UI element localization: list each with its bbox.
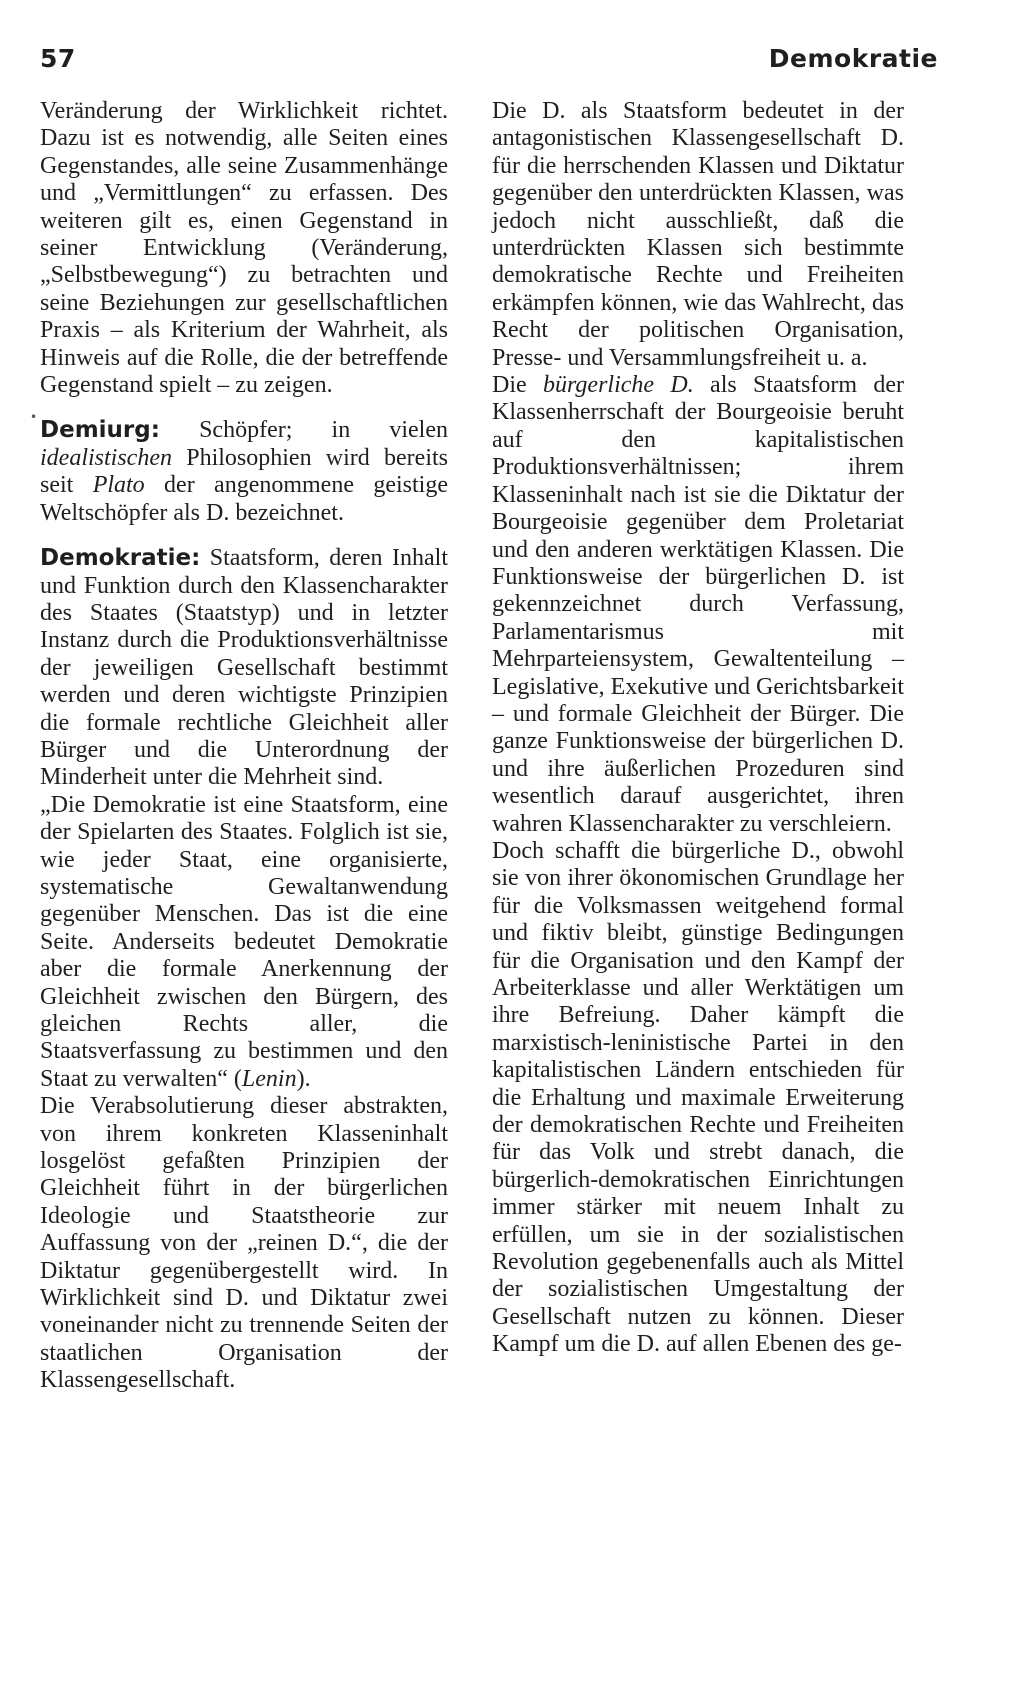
demokratie-definition: Staatsform, deren Inhalt und Funktion durch den Klassencharakter des Staates (Staatstyp) und in letzter Instanz durch die Produktionsverhältnisse der jeweiligen Gesellschaft bestimmt werden und deren wichtigste Prinzipien die formale rechtliche Gleichheit aller Bürger und die Unterordnung der Minderheit unter die Mehrheit sind. xyxy=(40,545,448,791)
demiurg-em-2: Plato xyxy=(92,472,145,499)
lenin-quote-end: ). xyxy=(296,1065,311,1092)
doch-schafft-paragraph: Doch schafft die bürgerliche D., obwohl sie von ihrer ökonomischen Grundlage her für die Volksmassen weitgehend formal und fiktiv bleibt, günstige Bedingungen für die Organisation und den Kampf der Arbeiterklasse und aller Werktätigen um ihre Befreiung. Daher kämpft die marxistisch-leninistische Partei in den kapitalistischen Ländern entschieden für die Erhaltung und maximale Erweiterung der demokratischen Rechte und Freiheiten für das Volk und strebt danach, die bürgerlich-demokratischen Einrichtungen immer stärker mit neuem Inhalt zu erfüllen, um sie in der sozialistischen Revolution gegebenenfalls auch als Mittel der sozialistischen Umgestaltung der Gesellschaft nutzen zu können. Dieser Kampf um die D. auf allen Ebenen des ge- xyxy=(492,837,904,1358)
entry-demiurg xyxy=(40,417,448,527)
demiurg-em-1: idealistischen xyxy=(40,444,172,471)
lenin-quote-text: „Die Demokratie ist eine Staatsform, eine der Spielarten des Staates. Folglich ist sie, wie jeder Staat, eine organisierte, systematische Gewaltanwendung gegenüber Menschen. Das ist die eine Seite. Anderseits bedeutet Demokratie aber die formale Anerkennung der Gleichheit zwischen den Bürgern, des gleichen Rechts aller, die Staatsverfassung zu bestimmen und den Staat zu verwalten“ ( xyxy=(40,791,448,1092)
para-2-start: Die xyxy=(492,372,543,399)
left-column xyxy=(40,98,448,1395)
para-2-rest: als Staatsform der Klassenherrschaft der Bourgeoisie beruht auf den kapitalistischen Produktionsverhältnissen; ihrem Klasseninhalt nach ist sie die Diktatur der Bourgeoisie gegenüber dem Proletariat und den anderen werktätigen Klassen. Die Funktionsweise der bürgerlichen D. ist gekennzeichnet durch Verfassung, Parlamentarismus mit Mehrparteiensystem, Gewaltenteilung – Legislative, Exekutive und Gerichtsbarkeit – und formale Gleichheit der Bürger. Die ganze Funktionsweise der bürgerlichen D. und ihre äußerlichen Prozeduren sind wesentlich darauf ausgerichtet, ihren wahren Klassencharakter zu verschleiern. xyxy=(492,372,904,837)
lenin-quote xyxy=(40,792,448,1093)
buergerliche-d-paragraph xyxy=(492,372,904,838)
demiurg-text-1: Schöpfer; in vielen xyxy=(159,417,448,444)
page-number: 57 xyxy=(40,44,76,73)
demiurg-text-3: der angenommene geistige Weltschöpfer als D. bezeichnet. xyxy=(40,472,448,526)
running-head: Demokratie xyxy=(768,44,938,73)
headword-demokratie: Demokratie: xyxy=(40,545,201,572)
entry-demokratie xyxy=(40,545,448,792)
margin-dot: • xyxy=(30,410,38,424)
lenin-quote-author: Lenin xyxy=(241,1065,297,1092)
staatsform-paragraph: Die D. als Staatsform bedeutet in der antagonistischen Klassengesellschaft D. für die herrschenden Klassen und Diktatur gegenüber den unterdrückten Klassen, was jedoch nicht ausschließt, daß die unterdrückten Klassen sich bestimmte demokratische Rechte und Freiheiten erkämpfen können, wie das Wahlrecht, das Recht der politischen Organisation, Presse- und Versammlungsfreiheit u. a. xyxy=(492,98,904,371)
right-column xyxy=(492,98,904,1359)
demiurg-text-2: Philosophien wird bereits seit xyxy=(40,444,448,499)
verabsolutierung-paragraph: Die Verabsolutierung dieser abstrakten, von ihrem konkreten Klasseninhalt losgelöst gefaßten Prinzipien der Gleichheit führt in der bürgerlichen Ideologie und Staatstheorie zur Auffassung von der „reinen D.“, die der Diktatur gegenübergestellt wird. In Wirklichkeit sind D. und Diktatur zwei voneinander nicht zu trennende Seiten der staatlichen Organisation der Klassengesellschaft. xyxy=(40,1093,448,1394)
para-2-em: bürgerliche D. xyxy=(542,372,694,399)
headword-demiurg: Demiurg: xyxy=(40,417,160,444)
continuation-paragraph: Veränderung der Wirklichkeit richtet. Dazu ist es notwendig, alle Seiten eines Gegenstandes, alle seine Zusammenhänge und „Vermittlungen“ zu erfassen. Des weiteren gilt es, einen Gegenstand in seiner Entwicklung (Veränderung, „Selbstbewegung“) zu betrachten und seine Beziehungen zur gesellschaftlichen Praxis – als Kriterium der Wahrheit, als Hinweis auf die Rolle, die der betreffende Gegenstand spielt – zu zeigen. xyxy=(40,98,448,399)
